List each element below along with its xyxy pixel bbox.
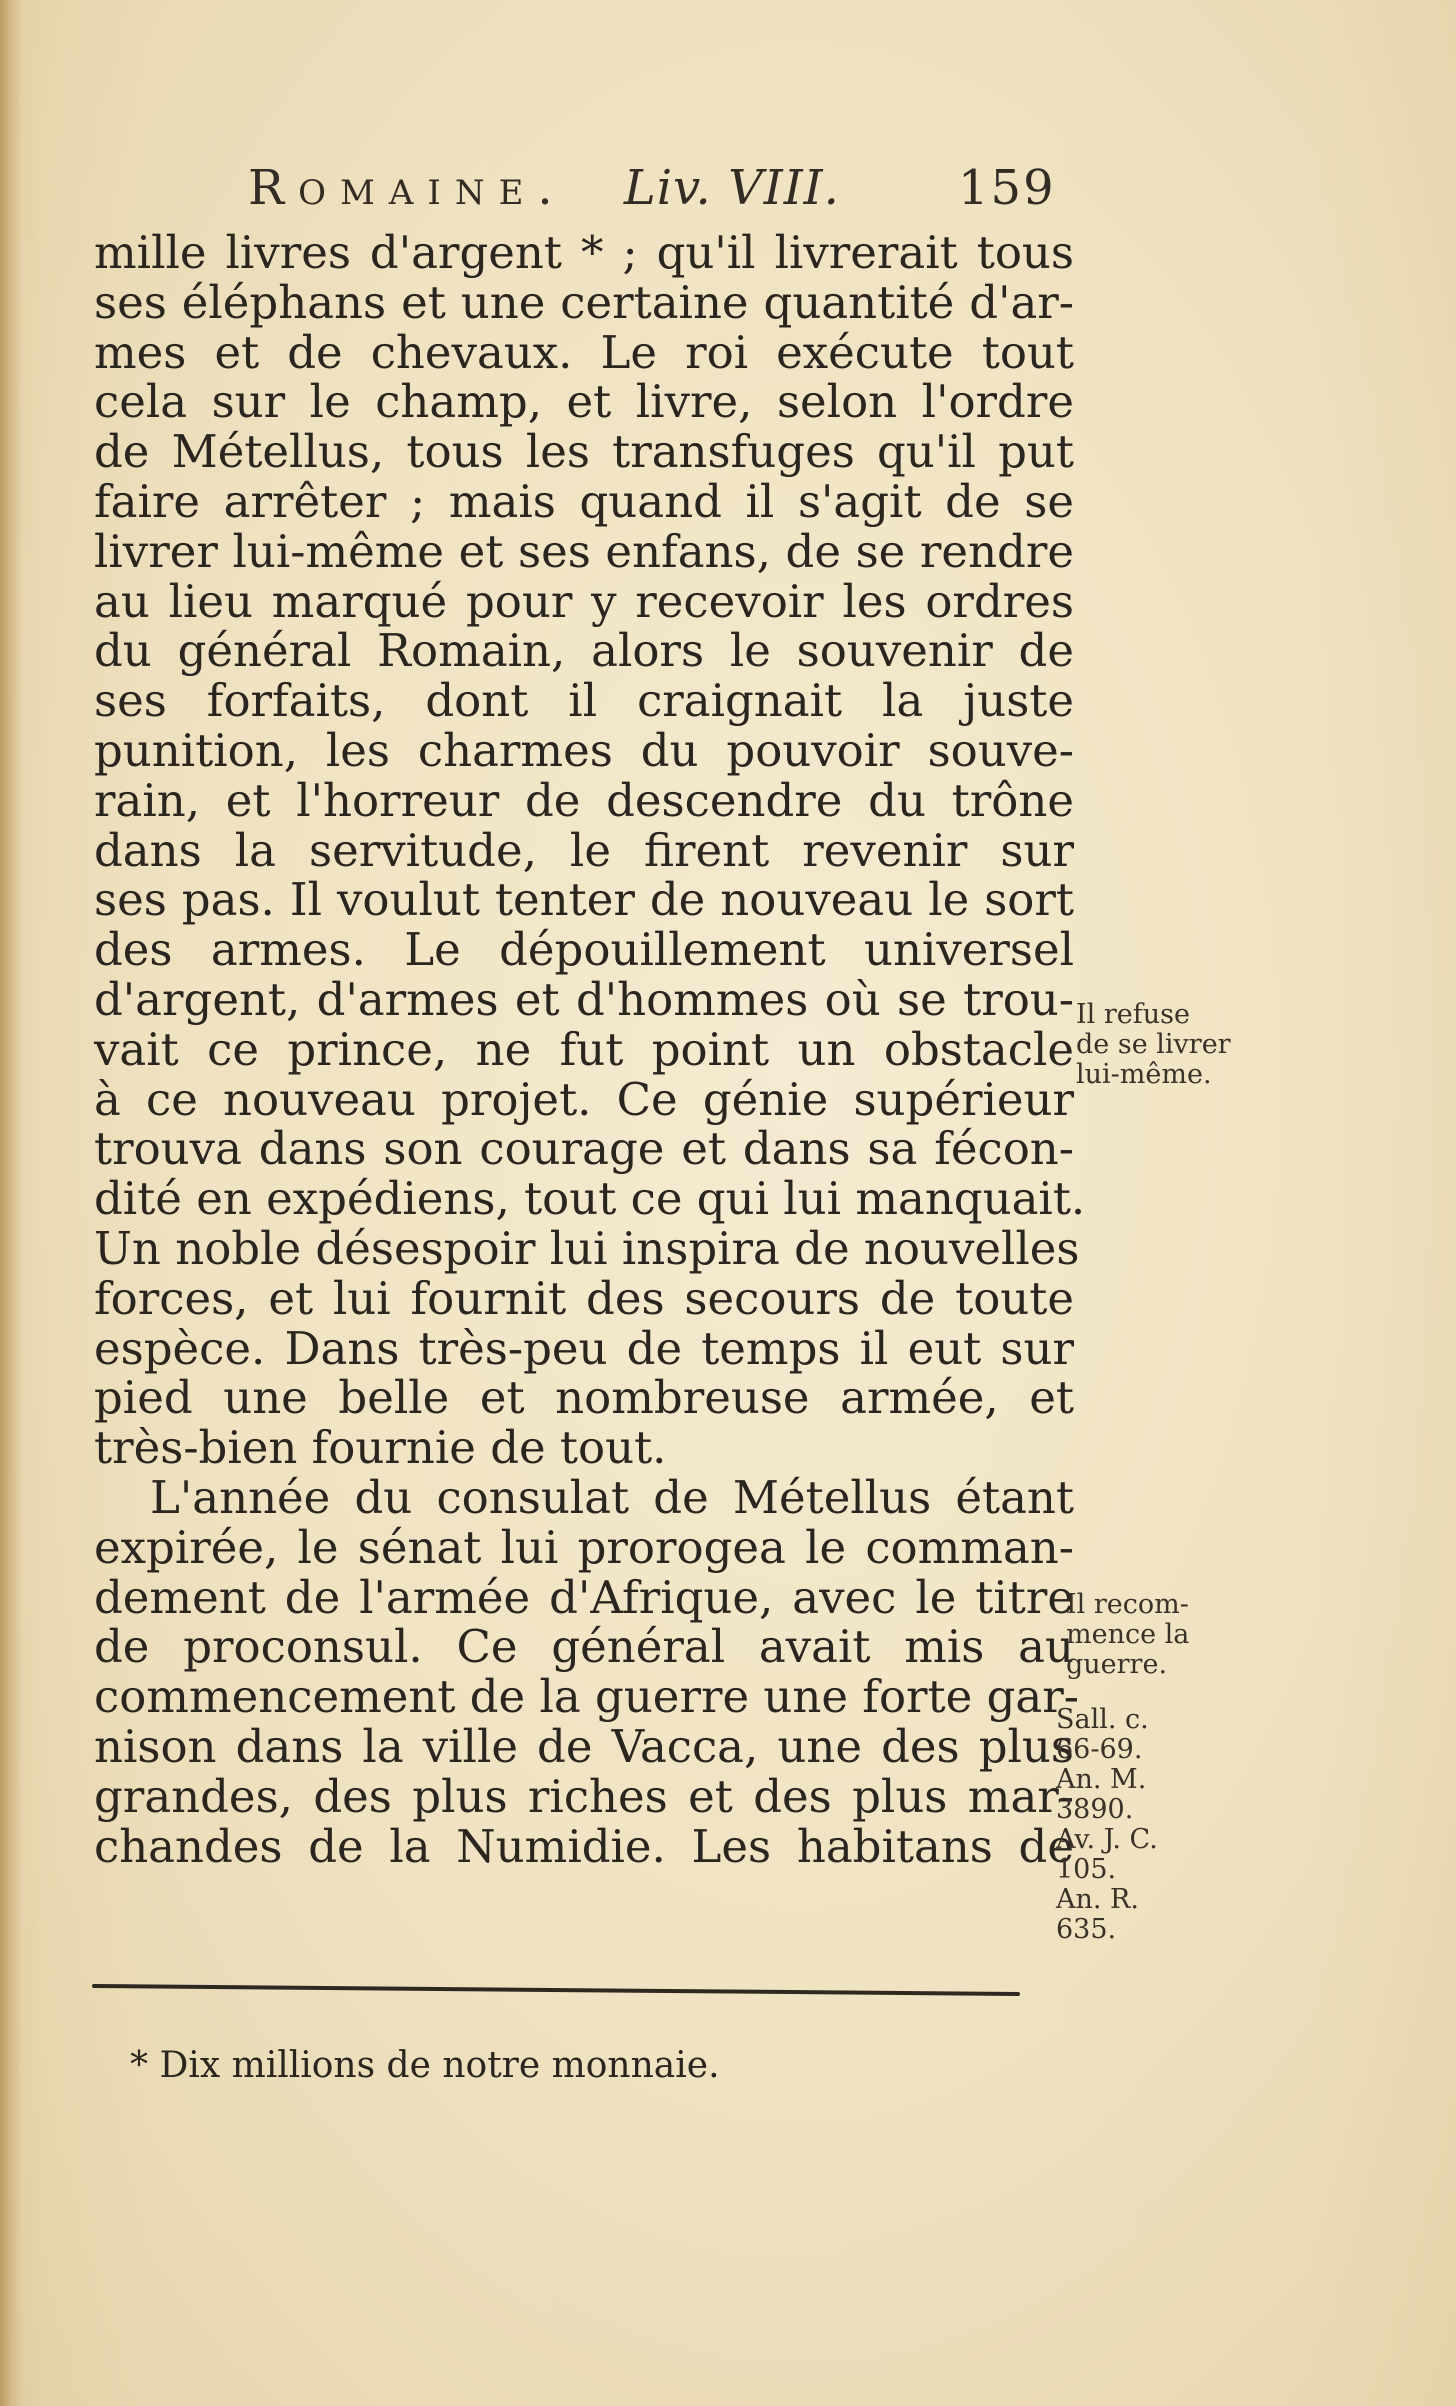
margin-note-line: mence la	[1066, 1619, 1190, 1650]
text-line: de proconsul. Ce général avait mis au	[94, 1620, 1074, 1674]
text-line: mille livres d'argent * ; qu'il livrerait tous	[94, 226, 1074, 279]
text-line: ses pas. Il voulut tenter de nouveau le sort	[94, 873, 1074, 927]
text-line: très-bien fournie de tout.	[94, 1421, 667, 1475]
margin-note-line: 635.	[1056, 1914, 1117, 1945]
text-line: grandes, des plus riches et des plus mar-	[94, 1769, 1074, 1823]
text-line: au lieu marqué pour y recevoir les ordres	[94, 574, 1074, 628]
margin-note-line: 105.	[1056, 1854, 1117, 1885]
margin-note-line: de se livrer	[1076, 1029, 1231, 1060]
text-line: d'argent, d'armes et d'hommes où se trou-	[94, 972, 1074, 1026]
page-number: 159	[958, 160, 1056, 216]
margin-note-line: Il refuse	[1076, 999, 1190, 1030]
text-line: ses forfaits, dont il craignait la juste	[94, 674, 1074, 728]
binding-edge	[0, 0, 22, 2406]
margin-note-line: 66-69.	[1056, 1734, 1143, 1765]
footnote-rule	[92, 1984, 1020, 1996]
text-line: nison dans la ville de Vacca, une des plus	[94, 1719, 1074, 1773]
margin-note-reference	[1056, 1705, 1158, 1945]
text-line: à ce nouveau projet. Ce génie supérieur	[94, 1072, 1074, 1126]
text-line: dement de l'armée d'Afrique, avec le titre	[94, 1570, 1074, 1624]
text-line: trouva dans son courage et dans sa fécon-	[94, 1122, 1074, 1176]
text-line: cela sur le champ, et livre, selon l'ordre	[94, 375, 1074, 429]
book-number: Liv. VIII.	[623, 160, 840, 216]
margin-note-refuse	[1076, 1000, 1231, 1090]
text-line: du général Romain, alors le souvenir de	[94, 624, 1074, 678]
margin-note-line: 3890.	[1056, 1794, 1134, 1825]
text-line: punition, les charmes du pouvoir souve-	[94, 723, 1074, 777]
margin-note-line: Il recom-	[1066, 1589, 1189, 1620]
text-line: expirée, le sénat lui prorogea le comman-	[94, 1520, 1074, 1574]
margin-note-line: An. M.	[1056, 1764, 1147, 1795]
margin-note-line: An. R.	[1056, 1884, 1139, 1915]
text-line: dité en expédiens, tout ce qui lui manquait.	[94, 1172, 1086, 1226]
running-header	[248, 160, 1088, 216]
text-line: Un noble désespoir lui inspira de nouvelles	[94, 1221, 1080, 1275]
text-line: espèce. Dans très-peu de temps il eut sur	[94, 1321, 1074, 1375]
margin-note-line: lui-même.	[1076, 1059, 1212, 1090]
text-line: vait ce prince, ne fut point un obstacle	[94, 1022, 1074, 1076]
text-line: forces, et lui fournit des secours de toute	[94, 1271, 1074, 1325]
text-line: faire arrêter ; mais quand il s'agit de se	[94, 474, 1074, 528]
text-line: L'année du consulat de Métellus étant	[150, 1470, 1074, 1524]
text-line: mes et de chevaux. Le roi exécute tout	[94, 325, 1074, 379]
text-line: chandes de la Numidie. Les habitans de	[94, 1819, 1074, 1873]
margin-note-line: guerre.	[1066, 1649, 1168, 1680]
running-title: Romaine.	[248, 160, 567, 216]
text-line: dans la servitude, le firent revenir sur	[94, 823, 1074, 877]
margin-note-line: Av. J. C.	[1056, 1824, 1158, 1855]
text-line: pied une belle et nombreuse armée, et	[94, 1371, 1074, 1425]
text-line: ses éléphans et une certaine quantité d'ar-	[94, 275, 1074, 329]
margin-note-guerre	[1066, 1590, 1189, 1680]
main-text	[94, 226, 1086, 1873]
footnote: * Dix millions de notre monnaie.	[130, 2045, 720, 2086]
text-line: de Métellus, tous les transfuges qu'il put	[94, 425, 1074, 479]
text-line: des armes. Le dépouillement universel	[94, 923, 1074, 977]
margin-note-line: Sall. c.	[1056, 1704, 1149, 1735]
text-line: livrer lui-même et ses enfans, de se rendre	[94, 524, 1074, 578]
text-line: rain, et l'horreur de descendre du trône	[94, 773, 1074, 827]
text-line: commencement de la guerre une forte gar-	[94, 1670, 1079, 1724]
